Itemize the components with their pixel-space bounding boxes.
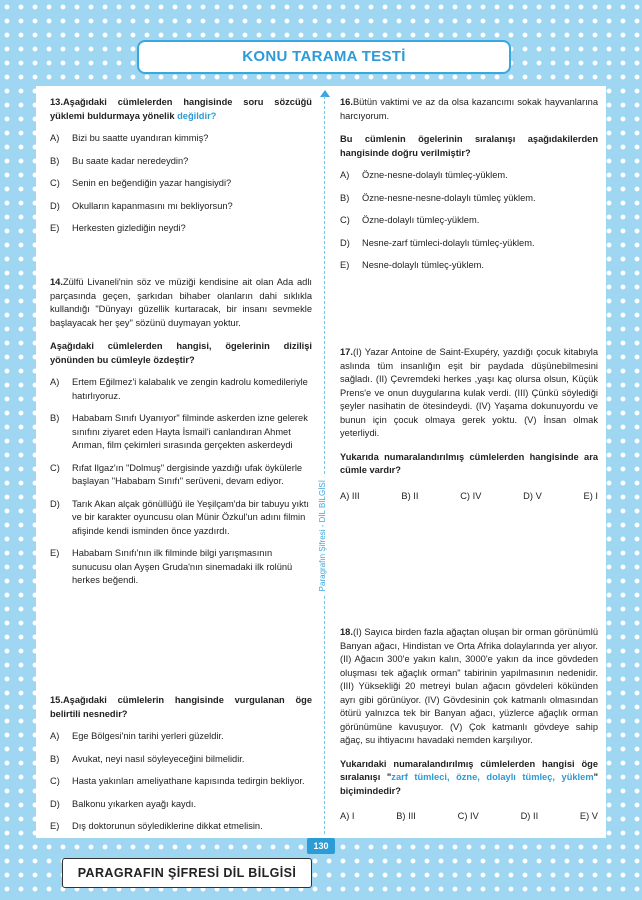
option-d[interactable]: D) Tarık Akan alçak gönüllüğü ile Yeşilçam'da bir tabuyu yıktı ve bir karakter oyuncusu olan Münir Özkul'un adını filmin afişinde kendi isminden önce yazdırdı. — [50, 498, 309, 536]
question-17-ask: Yukarıda numaralandırılmış cümlelerden hangisinde ara cümle vardır? — [340, 451, 598, 475]
question-14-stem: 14.Zülfü Livaneli'nin söz ve müziği kendisine ait olan Ada adlı parçasında geçen, şarkıdan bihaber olanların dahi sıklıkla kullandığı "Dünyayı güzellik kurtaracak, bir insanı sevmekle başlayacak her şey" sözünü duymayan yoktur. — [50, 277, 312, 328]
option-c[interactable]: C) Özne-dolaylı tümleç-yüklem. — [340, 215, 480, 225]
option-d[interactable]: D) Okulların kapanmasını mı bekliyorsun? — [50, 200, 233, 211]
option-a[interactable]: A) Ertem Eğilmez'i kalabalık ve zengin kadrolu komedileriyle hatırlıyoruz. — [50, 377, 308, 401]
question-13-stem: 13.Aşağıdaki cümlelerden hangisinde soru sözcüğü yüklemi buldurmaya yönelik değildir? — [50, 97, 312, 121]
option-b[interactable]: B) Bu saate kadar neredeydin? — [50, 155, 189, 166]
option-a[interactable]: A) Bizi bu saatte uyandıran kimmiş? — [50, 133, 209, 143]
question-15-stem: 15.Aşağıdaki cümlelerin hangisinde vurgulanan öge belirtili nesnedir? — [50, 695, 312, 719]
option-e[interactable]: E) V — [579, 811, 598, 821]
divider-arrow-icon — [320, 90, 330, 97]
question-16-ask: Bu cümlenin ögelerinin sıralanışı aşağıdakilerden hangisinde doğru verilmiştir? — [340, 134, 598, 158]
page-content — [36, 86, 606, 838]
inline-options — [340, 810, 598, 824]
question-17-stem: 17.(I) Yazar Antoine de Saint-Exupéry, yazdığı çocuk kitabıyla aslında tüm insanlığın eşit bir paydada düşünebilmesini sağladı. (II) Çevremdeki herkes ,yaşı kaç olursa olsun, Küçük Prens'e ve onun duygularına kulak verdi. (III) Çünkü söylediği şeyler nasihatin de ötesindeydi. (IV) Yaşama dokunuyordu ve bunun için çocuk olmaya gerek yoktu. (V) İnsan olmak yeterliydi. — [340, 347, 598, 438]
option-c[interactable]: C) Senin en beğendiğin yazar hangisiydi? — [50, 178, 232, 188]
book-title-footer: PARAGRAFIN ŞİFRESİ DİL BİLGİSİ — [62, 858, 312, 888]
question-14-ask: Aşağıdaki cümlelerden hangisi, ögelerinin dizilişi yönünden bu cümleyle özdeştir? — [50, 341, 312, 365]
option-e[interactable]: E) Nesne-dolaylı tümleç-yüklem. — [340, 260, 484, 270]
option-a[interactable]: A) Özne-nesne-dolaylı tümleç-yüklem. — [340, 170, 508, 180]
option-a[interactable]: A) III — [340, 490, 360, 501]
option-c[interactable]: C) Rıfat Ilgaz'ın "Dolmuş" dergisinde yazdığı ufak öykülerle başlayan "Hababam Sınıfı" serüveni, devam ediyor. — [50, 462, 303, 486]
option-e[interactable]: E) Hababam Sınıfı'nın ilk filminde bilgi yarışmasının sunucusu olan Ayşen Gruda'nın sinemadaki ilk rolünü herkes beğendi. — [50, 548, 293, 585]
question-number: 15. — [50, 695, 63, 705]
inline-options — [340, 490, 598, 504]
side-label: Paragrafın Şifresi - DİL BİLGİSİ — [318, 476, 332, 595]
option-e[interactable]: E) Dış doktorunun söylediklerine dikkat etmelisin. — [50, 821, 263, 831]
question-18-stem: 18.(I) Sayıca birden fazla ağaçtan oluşan bir orman görünümlü Banyan ağacı, Hindistan ve Orta Afrika dolaylarında yer alıyor. (II) Ağacın 300'e yakın kalın, 3000'e yakın da ince gövdeden oluşması tek ağaçlık orman" tabirinin yapılmasının nedenidir. (III) Yüksekliği 20 metreyi bulan ağacın gövdeleri kökünden ayrı gibi görünüyor. (IV) Gövdesinin çok katmanlı olmasından ötürü yalnızca tek bir Banyan ağacı, yüzlerce ağaçlık orman görünümüne kavuşuyor. (V) Çok katmanlı gövdeye sahip ağaç, su ihtiyacını havadaki nemden karşılıyor. — [340, 627, 598, 745]
option-e[interactable]: E) I — [583, 490, 598, 501]
option-a[interactable]: A) I — [340, 811, 355, 821]
question-16 — [340, 96, 598, 273]
option-c[interactable]: C) IV — [460, 490, 482, 501]
column-divider — [324, 96, 325, 834]
question-number: 18. — [340, 627, 353, 637]
option-b[interactable]: B) III — [396, 811, 416, 821]
option-d[interactable]: D) Nesne-zarf tümleci-dolaylı tümleç-yüklem. — [340, 237, 535, 248]
option-b[interactable]: B) II — [401, 490, 419, 501]
page-title: KONU TARAMA TESTİ — [137, 40, 511, 74]
option-b[interactable]: B) Hababam Sınıfı Uyanıyor" filminde askerden izne gelerek sınıfını ziyaret eden Hayta İsmail'i canlandıran Ahmet Arıman, film çekimleri sırasında gerçekten askerdeydi — [50, 413, 308, 450]
question-15 — [50, 694, 312, 834]
option-b[interactable]: B) Özne-nesne-nesne-dolaylı tümleç yüklem. — [340, 192, 536, 203]
question-number: 16. — [340, 97, 353, 107]
question-number: 14. — [50, 277, 63, 287]
question-14 — [50, 276, 312, 588]
question-18 — [340, 626, 598, 824]
page-number: 130 — [307, 838, 335, 854]
question-18-ask: Yukarıdaki numaralandırılmış cümlelerden hangisi öge sıralanışı "zarf tümleci, özne, dolaylı tümleç, yüklem" biçimindedir? — [340, 758, 599, 796]
question-17 — [340, 346, 598, 503]
option-c[interactable]: C) Hasta yakınları ameliyathane kapısında tedirgin bekliyor. — [50, 776, 305, 786]
option-b[interactable]: B) Avukat, neyi nasıl söyleyeceğini bilmelidir. — [50, 753, 245, 764]
question-number: 13. — [50, 97, 63, 107]
option-d[interactable]: D) II — [520, 811, 539, 821]
option-a[interactable]: A) Ege Bölgesi'nin tarihi yerleri güzeldir. — [50, 731, 224, 741]
option-c[interactable]: C) IV — [457, 811, 479, 821]
question-16-stem: 16.Bütün vaktimi ve az da olsa kazancımı sokak hayvanlarına harcıyorum. — [340, 97, 598, 121]
question-number: 17. — [340, 347, 353, 357]
option-e[interactable]: E) Herkesten gizlediğin neydi? — [50, 223, 186, 233]
option-d[interactable]: D) Balkonu yıkarken ayağı kaydı. — [50, 798, 197, 809]
option-d[interactable]: D) V — [523, 490, 542, 501]
question-13 — [50, 96, 312, 236]
